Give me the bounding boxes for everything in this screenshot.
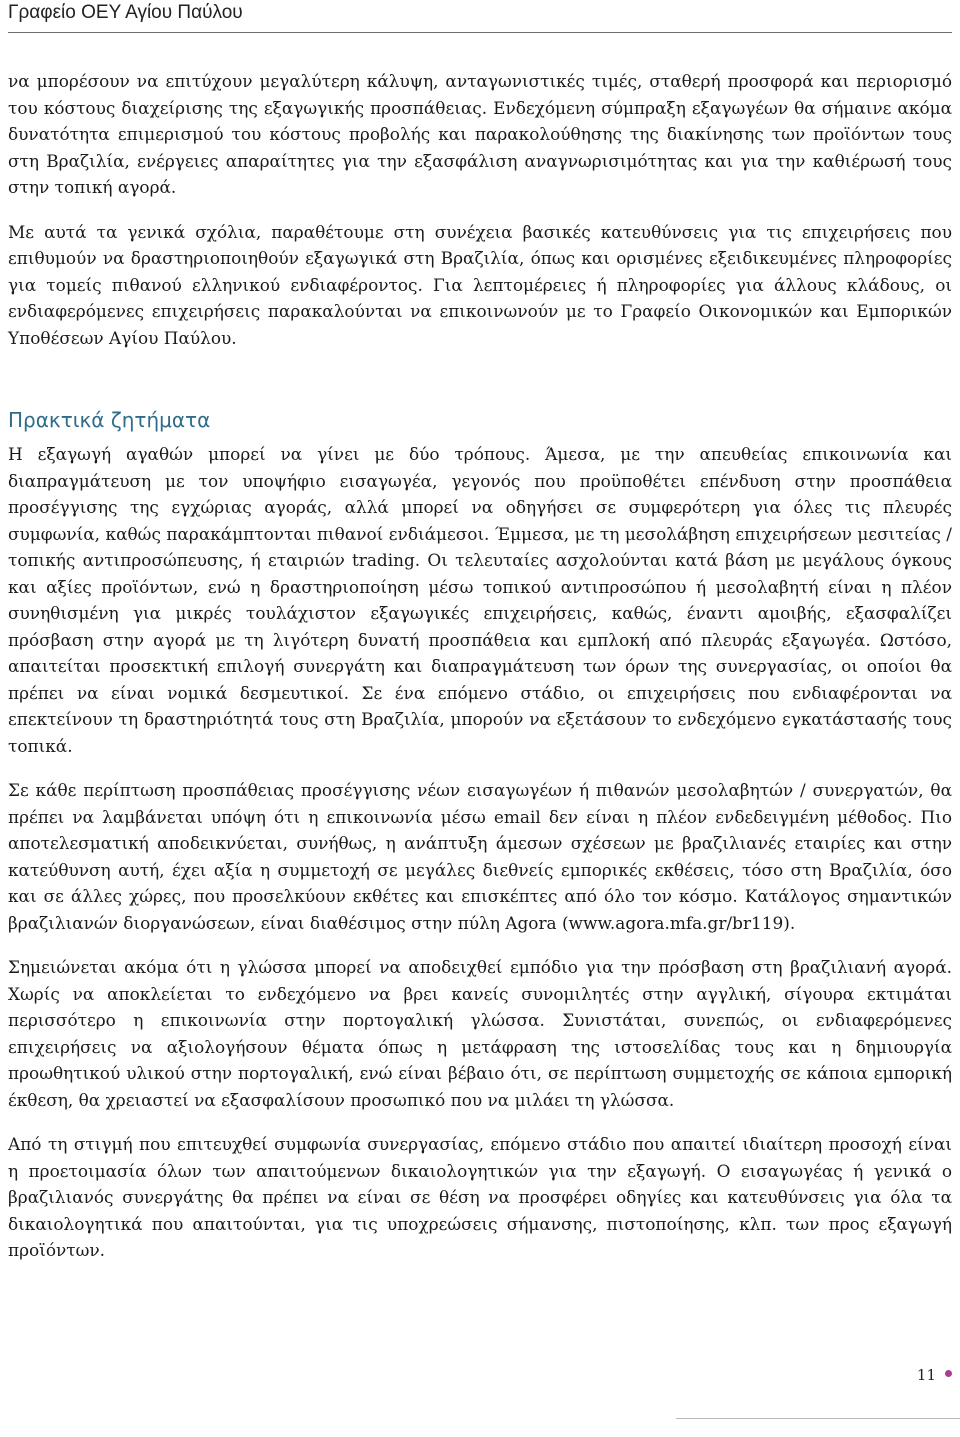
footer-divider	[676, 1418, 960, 1419]
paragraph: Η εξαγωγή αγαθών μπορεί να γίνει με δύο τρόπους. Άμεσα, με την απευθείας επικοινωνία και διαπραγμάτευση με τον υποψήφιο εισαγωγέα, γεγονός που προϋποθέτει επένδυση στην προσπάθεια προσέγγισης της εγχώριας αγοράς, αλλά μπορεί να οδηγήσει σε συμφερότερη για όλες τις πλευρές συμφωνία, καθώς παρακάμπτονται πιθανοί ενδιάμεσοι. Έμμεσα, με τη μεσολάβηση επιχειρήσεων μεσιτείας / τοπικής αντιπροσώπευσης, ή εταιριών trading. Οι τελευταίες ασχολούνται κατά βάση με μεγάλους όγκους και αξίες προϊόντων, ενώ η δραστηριοποίηση μέσω τοπικού αντιπροσώπου ή μεσολαβητή είναι η πλέον συνηθισμένη για μικρές τουλάχιστον εξαγωγικές επιχειρήσεις, καθώς, έναντι αμοιβής, εξασφαλίζει πρόσβαση στην αγορά με τη λιγότερη δυνατή προσπάθεια και εμπλοκή από πλευράς εξαγωγέα. Ωστόσο, απαιτείται προσεκτική επιλογή συνεργάτη και διαπραγμάτευση των όρων της συνεργασίας, οι οποίοι θα πρέπει να είναι νομικά δεσμευτικοί. Σε ένα επόμενο στάδιο, οι επιχειρήσεις που ενδιαφέρονται να επεκτείνουν τη δραστηριότητά τους στη Βραζιλία, μπορούν να εξετάσουν το ενδεχόμενο εγκατάστασής τους τοπικά.	[8, 444, 952, 756]
paragraph: Από τη στιγμή που επιτευχθεί συμφωνία συνεργασίας, επόμενο στάδιο που απαιτεί ιδιαίτερη προσοχή είναι η προετοιμασία όλων των απαιτούμενων δικαιολογητικών για την εξαγωγή. Ο εισαγωγέας ή γενικά ο βραζιλιανός συνεργάτης θα πρέπει να είναι σε θέση να προσφέρει οδηγίες και κατευθύνσεις για όλα τα δικαιολογητικά που απαιτούνται, για τις υποχρεώσεις σήμανσης, πιστοποίησης, κλπ. των προς εξαγωγή προϊόντων.	[8, 1134, 952, 1260]
paragraph: να μπορέσουν να επιτύχουν μεγαλύτερη κάλυψη, ανταγωνιστικές τιμές, σταθερή προσφορά και περιορισμό του κόστους διαχείρισης της εξαγωγικής προσπάθειας. Ενδεχόμενη σύμπραξη εξαγωγέων θα σήμαινε ακόμα δυνατότητα επιμερισμού του κόστους προβολής και παρακολούθησης της διακίνησης των προϊόντων τους στη Βραζιλία, ενέργειες απαραίτητες για την εξασφάλιση αναγνωρισιμότητας και για την καθιέρωσή τους στην τοπική αγορά.	[8, 71, 952, 197]
header-title: Γραφείο ΟΕΥ Αγίου Παύλου	[8, 2, 243, 23]
header-divider	[8, 32, 952, 33]
page-number: 11	[916, 1366, 936, 1384]
paragraph: Με αυτά τα γενικά σχόλια, παραθέτουμε στη συνέχεια βασικές κατευθύνσεις για τις επιχειρήσεις που επιθυμούν να δραστηριοποιηθούν εξαγωγικά στη Βραζιλία, όπως και ορισμένες εξειδικευμένες πληροφορίες για τομείς πιθανού ελληνικού ενδιαφέροντος. Για λεπτομέρειες ή πληροφορίες για άλλους κλάδους, οι ενδιαφερόμενες επιχειρήσεις παρακαλούνται να επικοινωνούν με το Γραφείο Οικονομικών και Εμπορικών Υποθέσεων Αγίου Παύλου.	[8, 221, 952, 348]
page-footer	[0, 1360, 960, 1437]
paragraph: Σε κάθε περίπτωση προσπάθειας προσέγγισης νέων εισαγωγέων ή πιθανών μεσολαβητών / συνεργατών, θα πρέπει να λαμβάνεται υπόψη ότι η επικοινωνία μέσω email δεν είναι η πλέον ενδεδειγμένη μέθοδος. Πιο αποτελεσματική αποδεικνύεται, συνήθως, η ανάπτυξη άμεσων σχέσεων με βραζιλιανές εταιρίες και στην κατεύθυνση αυτή, έχει αξία η συμμετοχή σε μεγάλες διεθνείς εμπορικές εκθέσεις, τόσο στη Βραζιλία, όσο και σε άλλες χώρες, που προσελκύουν εκθέτες και επισκέπτες από όλο τον κόσμο. Κατάλογος σημαντικών βραζιλιανών διοργανώσεων, είναι διαθέσιμος στην πύλη Agora (www.agora.mfa.gr/br119).	[8, 780, 952, 933]
bullet-dot-icon	[945, 1370, 952, 1377]
paragraph: Σημειώνεται ακόμα ότι η γλώσσα μπορεί να αποδειχθεί εμπόδιο για την πρόσβαση στη βραζιλιανή αγορά. Χωρίς να αποκλείεται το ενδεχόμενο να βρει κανείς συνομιλητές στην αγγλική, σίγουρα εκτιμάται περισσότερο η επικοινωνία στην πορτογαλική γλώσσα. Συνιστάται, συνεπώς, οι ενδιαφερόμενες επιχειρήσεις να αξιολογήσουν θέματα όπως η μετάφραση της ιστοσελίδας τους και η δημιουργία προωθητικού υλικού στην πορτογαλική, ενώ είναι βέβαιο ότι, σε περίπτωση συμμετοχής σε κάποια εμπορική έκθεση, θα χρειαστεί να εξασφαλίσουν προσωπικό που να μιλάει τη γλώσσα.	[8, 957, 952, 1110]
page-content	[8, 68, 952, 1264]
section-heading: Πρακτικά ζητήματα	[8, 408, 211, 432]
page-header	[8, 0, 952, 32]
